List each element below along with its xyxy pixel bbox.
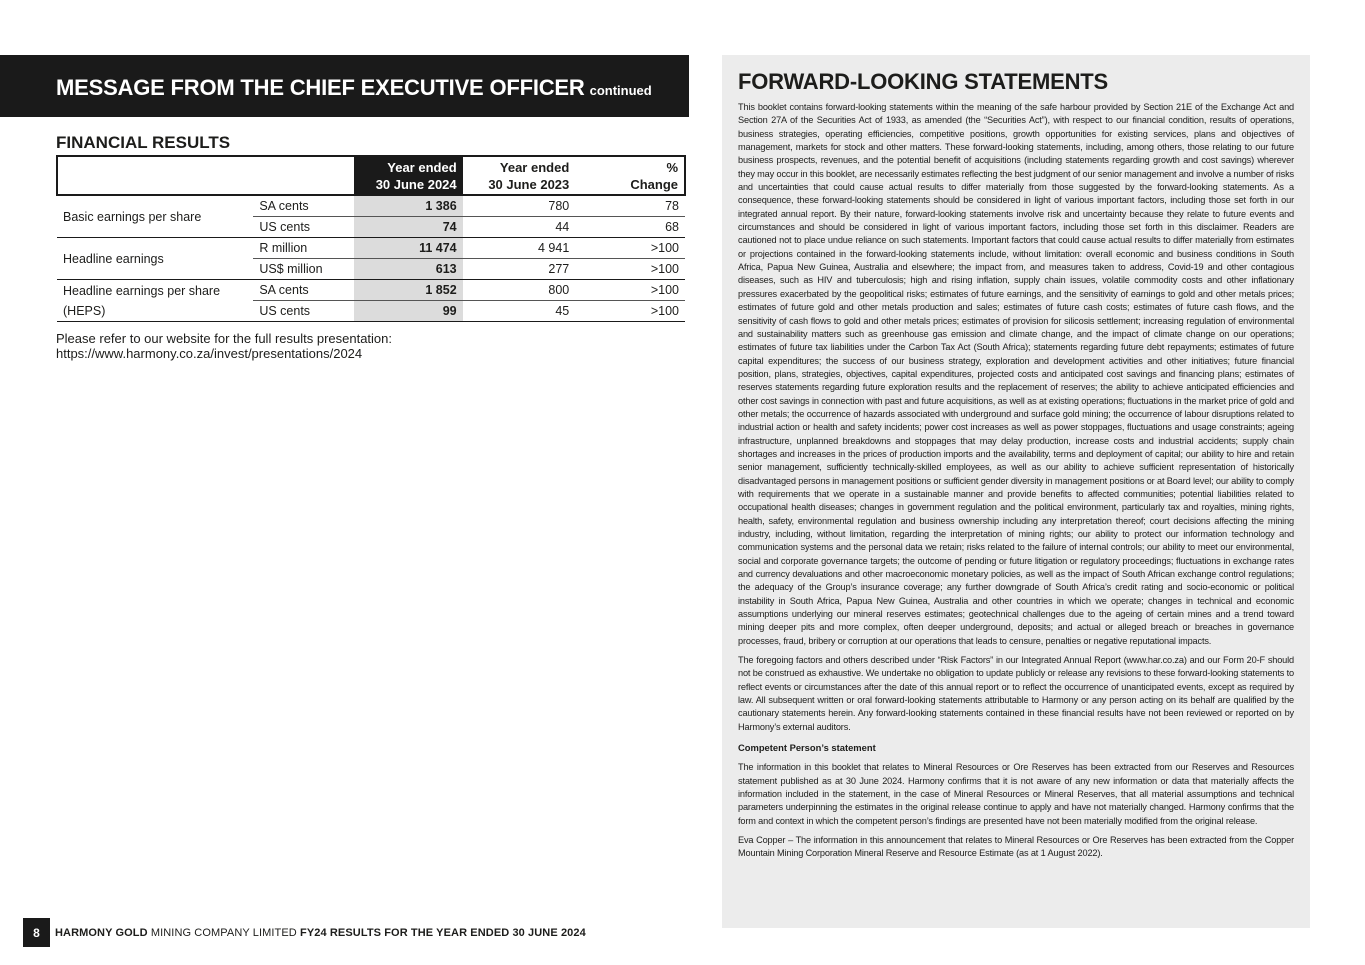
header-fy24 xyxy=(354,156,463,195)
competent-person-heading: Competent Person’s statement xyxy=(738,742,876,754)
row-metric-label: Headline earnings xyxy=(57,238,253,280)
table-header-row xyxy=(57,156,685,195)
page-number: 8 xyxy=(23,918,50,947)
forward-looking-panel xyxy=(722,55,1310,928)
row-value-fy24: 11 474 xyxy=(354,238,463,259)
row-unit: US$ million xyxy=(253,259,354,280)
row-unit: US cents xyxy=(253,301,354,322)
page-title: MESSAGE FROM THE CHIEF EXECUTIVE OFFICER xyxy=(56,75,585,100)
header-change-line1: % xyxy=(666,160,678,175)
footer-text xyxy=(55,927,586,939)
header-fy23-line1: Year ended xyxy=(499,160,570,175)
row-value-fy23: 4 941 xyxy=(463,238,576,259)
header-blank-unit xyxy=(253,156,354,195)
table-row xyxy=(57,195,685,217)
header-change-line2: Change xyxy=(630,177,678,192)
header-bar xyxy=(0,55,689,117)
forward-looking-paragraph-1: This booklet contains forward-looking statements within the meaning of the safe harbour provided by Section 21E of the Exchange Act and Section 27A of the Securities Act of 1933, as amended (the “Securities Act”), with respect to our financial condition, results of operations, business strategies, operating efficiencies, competitive positions, growth opportunities for existing services, plans and objectives of management, markets for stock and other matters. These forward-looking statements, including, among others, those relating to our future business prospects, revenues, and the potential benefit of acquisitions (including statements regarding growth and cost savings) wherever they may occur in this booklet, are necessarily estimates reflecting the best judgment of our senior management and involve a number of risks and uncertainties that could cause actual results to differ materially from those suggested by the forward-looking statements. As a consequence, these forward-looking statements should be considered in light of various important factors, including those set forth in our integrated annual report. By their nature, forward-looking statements involve risk and uncertainty because they relate to future events and circumstances and should be considered in light of various important factors, including those set forth in this disclaimer. Readers are cautioned not to place undue reliance on such statements. Important factors that could cause actual results to differ materially from estimates or projections contained in the forward-looking statements include, without limitation: overall economic and business conditions in South Africa, Papua New Guinea, Australia and elsewhere; the impact from, and measures taken to address, Covid-19 and other contagious diseases, such as HIV and tuberculosis; high and rising inflation, supply chain issues, volatile commodity costs and other inflationary pressures exacerbated by the geopolitical risks; estimates of future earnings, and the sensitivity of earnings to gold and other metals prices; estimates of future gold and other metals production and sales; estimates of future cash costs; estimates of future cash flows, and the sensitivity of cash flows to gold and other metals prices; estimates of provision for silicosis settlement; increasing regulation of environmental and sustainability matters such as greenhouse gas emission and climate change, and the impact of climate change on our operations; estimates of future tax liabilities under the Carbon Tax Act (South Africa); statements regarding future debt repayments; estimates of future capital expenditures; the success of our business strategy, exploration and development activities and other initiatives; future financial position, plans, strategies, objectives, capital expenditures, projected costs and anticipated cost savings and financing plans; estimates of reserves statements regarding future exploration results and the replacement of reserves; the ability to achieve anticipated efficiencies and other cost savings in connection with past and future acquisitions, as well as at existing operations; fluctuations in the market price of gold and other metals; the occurrence of hazards associated with underground and surface gold mining; the occurrence of labour disruptions related to industrial action or health and safety incidents; power cost increases as well as power stoppages, fluctuations and usage constraints; ageing infrastructure, unplanned breakdowns and stoppages that may delay production, increase costs and industrial accidents; supply chain shortages and increases in the prices of production imports and the availability, terms and deployment of capital; our ability to hire and retain senior management, sufficiently technically-skilled employees, as well as our ability to achieve sufficient representation of historically disadvantaged persons in management positions or sufficient gender diversity in management positions or at Board level; our ability to comply with requirements that we operate in a sustainable manner and provide benefits to affected communities; potential liabilities related to occupational health diseases; changes in government regulation and the political environment, particularly tax and royalties, mining rights, health, safety, environmental regulation and business ownership including any interpretation thereof; court decisions affecting the mining industry, including, without limitation, regarding the interpretation of mining rights; our ability to protect our information technology and communication systems and the personal data we retain; risks related to the failure of internal controls; our ability to meet our environmental, social and corporate governance targets; the outcome of pending or future litigation or regulatory proceedings; fluctuations in exchange rates and currency devaluations and other macroeconomic monetary policies, as well as the impact of South African exchange control regulations; the adequacy of the Group’s insurance coverage; any further downgrade of South Africa’s credit rating and socio-economic or political instability in South Africa, Papua New Guinea, Australia and other countries in which we operate; changes in technical and economic assumptions underlying our mineral reserves estimates; geotechnical challenges due to the ageing of certain mines and a trend toward mining deeper pits and more complex, often deeper underground, deposits; and actual or alleged breach or breaches in governance processes, fraud, bribery or corruption at our operations that leads to censure, penalties or negative reputational impacts. xyxy=(738,102,1294,646)
footer-report-title: FY24 RESULTS FOR THE YEAR ENDED 30 JUNE 2024 xyxy=(300,926,586,939)
financial-results-title: FINANCIAL RESULTS xyxy=(56,133,231,152)
forward-looking-paragraph-2: The foregoing factors and others described under “Risk Factors” in our Integrated Annual Report (www.har.co.za) and our Form 20-F should not be construed as exhaustive. We undertake no obligation to update publicly or release any revisions to these forward-looking statements to reflect events or circumstances after the date of this annual report or to reflect the occurrence of unanticipated events, except as required by law. All subsequent written or oral forward-looking statements attributable to Harmony or any person acting on its behalf are qualified by the cautionary statements herein. Any forward-looking statements contained in these financial results have not been reviewed or reported on by Harmony’s external auditors. xyxy=(738,655,1294,732)
results-presentation-note: Please refer to our website for the full results presentation: https://www.harmony.co.za/invest/presentations/2024 xyxy=(56,331,393,361)
row-value-fy24: 1 386 xyxy=(354,195,463,217)
competent-person-paragraph: The information in this booklet that relates to Mineral Resources or Ore Reserves has been extracted from our Reserves and Resources statement published as at 30 June 2024. Harmony confirms that it is not aware of any new information or data that materially affects the information included in the statement, in the case of Mineral Resources or Mineral Reserves, that all material assumptions and technical parameters underpinning the estimates in the original release continue to apply and have not materially changed. Harmony confirms that the form and context in which the competent person’s findings are presented have not been materially modified from the original release. xyxy=(738,762,1294,826)
row-unit: SA cents xyxy=(253,280,354,301)
row-value-change: >100 xyxy=(575,238,685,259)
page-title-continued: continued xyxy=(589,82,652,98)
row-value-fy24: 74 xyxy=(354,217,463,238)
row-unit: R million xyxy=(253,238,354,259)
table-row xyxy=(57,238,685,259)
header-change xyxy=(575,156,685,195)
row-value-fy23: 800 xyxy=(463,280,576,301)
row-value-fy23: 45 xyxy=(463,301,576,322)
row-value-fy23: 780 xyxy=(463,195,576,217)
row-unit: SA cents xyxy=(253,195,354,217)
row-value-fy24: 99 xyxy=(354,301,463,322)
header-fy23-line2: 30 June 2023 xyxy=(488,177,570,192)
eva-copper-paragraph: Eva Copper – The information in this announcement that relates to Mineral Resources or Ore Reserves has been extracted from the Copper Mountain Mining Corporation Mineral Reserve and Resource Estimate (as at 1 August 2022). xyxy=(738,834,1294,859)
header-blank xyxy=(57,156,253,195)
header-fy24-line1: Year ended xyxy=(387,160,457,175)
row-value-fy23: 44 xyxy=(463,217,576,238)
row-metric-label: Headline earnings per share (HEPS) xyxy=(57,280,253,322)
forward-looking-title: FORWARD-LOOKING STATEMENTS xyxy=(738,69,1109,94)
row-value-change: >100 xyxy=(575,259,685,280)
row-value-change: >100 xyxy=(575,301,685,322)
footer-company-bold: HARMONY GOLD xyxy=(55,926,148,939)
row-value-change: 68 xyxy=(575,217,685,238)
table-row xyxy=(57,280,685,301)
row-value-fy24: 1 852 xyxy=(354,280,463,301)
financial-results-table xyxy=(56,155,686,322)
row-unit: US cents xyxy=(253,217,354,238)
row-value-change: >100 xyxy=(575,280,685,301)
row-value-change: 78 xyxy=(575,195,685,217)
page-footer xyxy=(23,918,586,947)
footer-company-rest: MINING COMPANY LIMITED xyxy=(150,926,297,939)
row-metric-label: Basic earnings per share xyxy=(57,195,253,238)
header-fy24-line2: 30 June 2024 xyxy=(375,177,457,192)
header-fy23 xyxy=(463,156,576,195)
row-value-fy23: 277 xyxy=(463,259,576,280)
row-value-fy24: 613 xyxy=(354,259,463,280)
